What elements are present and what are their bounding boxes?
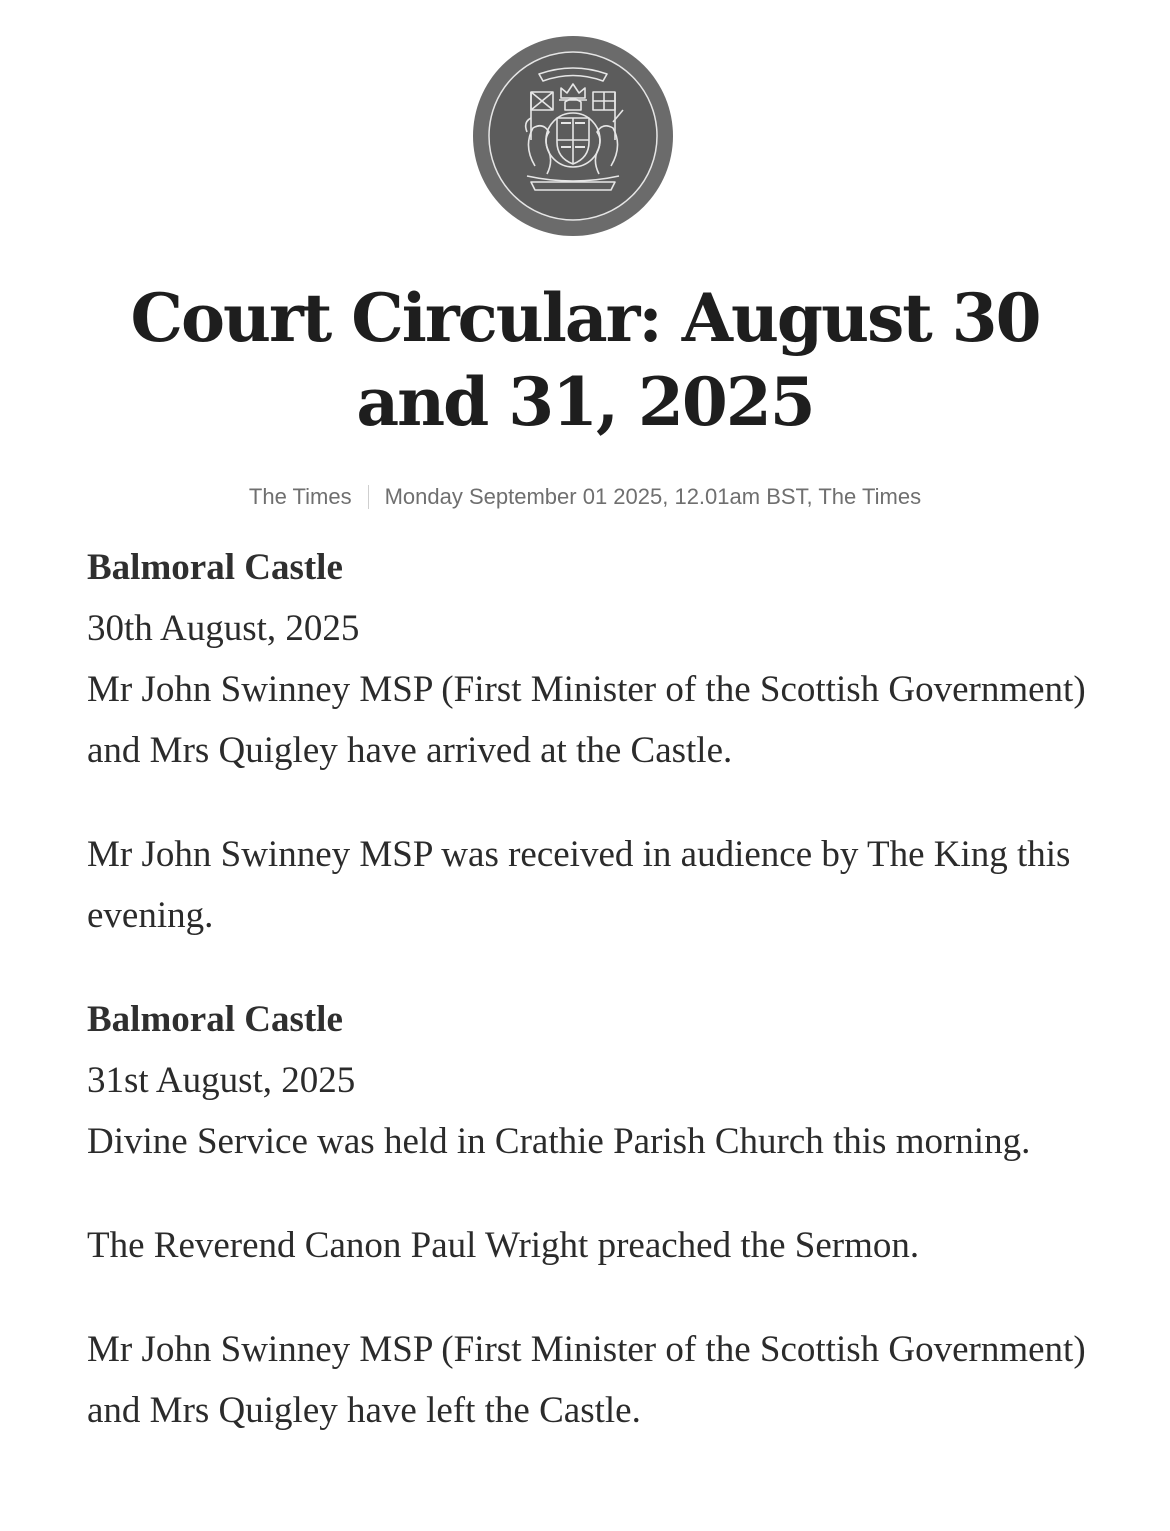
circular-section xyxy=(87,537,1087,946)
section-paragraph: Mr John Swinney MSP (First Minister of the Scottish Government) and Mrs Quigley have left the Castle. xyxy=(87,1329,1086,1431)
byline xyxy=(0,482,1170,512)
section-location: Balmoral Castle xyxy=(87,999,343,1040)
section-paragraph: Mr John Swinney MSP was received in audience by The King this evening. xyxy=(87,834,1071,936)
byline-dateline: Monday September 01 2025, 12.01am BST, The Times xyxy=(384,484,922,509)
section-date: 30th August, 2025 xyxy=(87,608,360,649)
section-paragraph: The Reverend Canon Paul Wright preached the Sermon. xyxy=(87,1225,920,1266)
page-title: Court Circular: August 30 and 31, 2025 xyxy=(130,279,1040,441)
article-body xyxy=(87,537,1087,1441)
section-paragraph: Mr John Swinney MSP (First Minister of the Scottish Government) and Mrs Quigley have arrived at the Castle. xyxy=(87,669,1086,771)
circular-section xyxy=(87,989,1087,1441)
emblem-graphic xyxy=(473,36,673,236)
section-date: 31st August, 2025 xyxy=(87,1060,356,1101)
byline-source-link[interactable]: The Times xyxy=(248,484,352,509)
section-location: Balmoral Castle xyxy=(87,547,343,588)
royal-coat-of-arms-icon xyxy=(473,36,673,236)
section-paragraph: Divine Service was held in Crathie Parish Church this morning. xyxy=(87,1121,1031,1162)
byline-divider xyxy=(368,485,369,509)
